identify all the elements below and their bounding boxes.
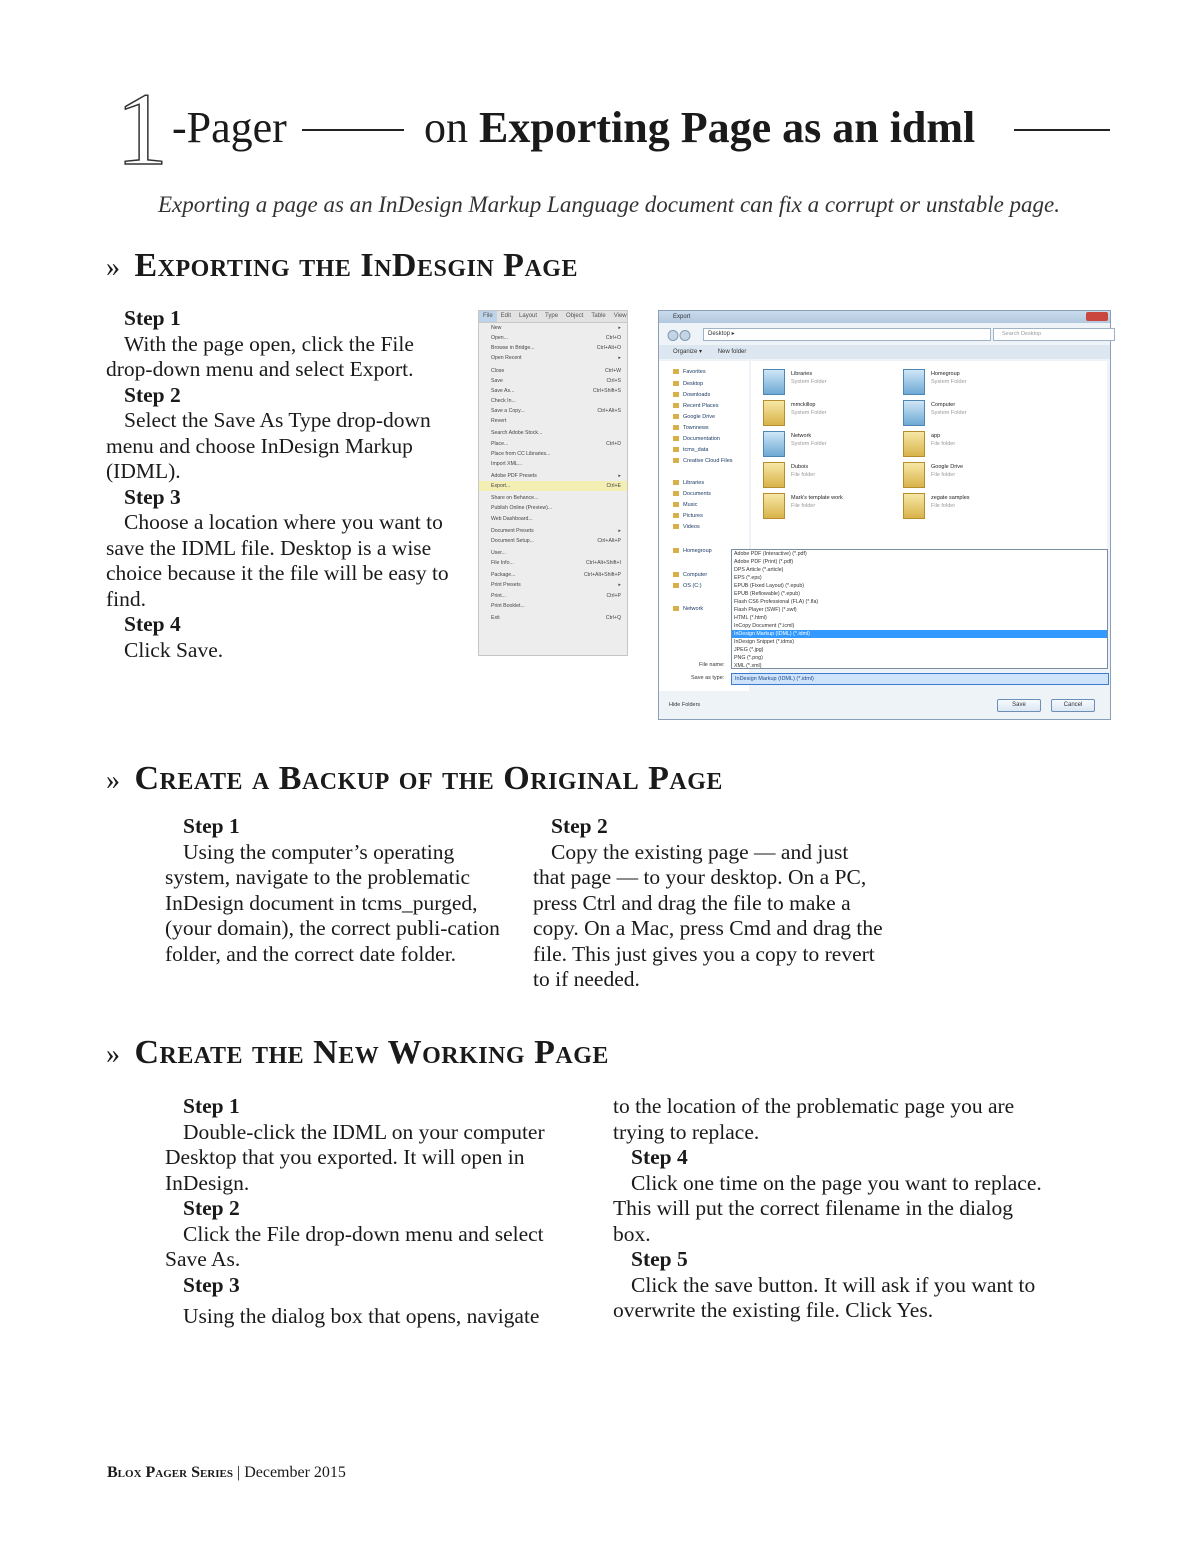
tile-name: Homegroup — [931, 371, 960, 377]
step-text: Double-click the IDML on your computer Desktop that you exported. It will open in InDesign. — [165, 1119, 545, 1195]
tile-name: Libraries — [791, 371, 813, 377]
step-text: Using the computer’s operating system, navigate to the problematic InDesign document in tcms_purged, (your domain), the correct publi-cation folder, and the correct date folder. — [165, 839, 500, 966]
nav-item[interactable]: Libraries — [673, 480, 704, 486]
file-menu-screenshot — [478, 310, 628, 656]
menu-item-label: Print... — [491, 592, 506, 599]
footer-series: Blox Pager Series — [107, 1464, 233, 1481]
title-rule-right — [1014, 129, 1110, 131]
menu-items — [479, 323, 627, 623]
save-type-option[interactable]: InDesign Snippet (*.idms) — [734, 639, 795, 645]
menu-item-label: Revert — [491, 418, 507, 425]
title-number: 1 — [116, 72, 168, 187]
tile-name: Mark's template work — [791, 495, 843, 501]
footer — [107, 1464, 346, 1482]
folder-icon — [763, 462, 785, 488]
backup-step-2 — [533, 814, 885, 993]
menu-item-shortcut: Ctrl+O — [605, 335, 621, 342]
export-dialog-screenshot — [658, 310, 1111, 720]
save-type-option[interactable]: XML (*.xml) — [734, 663, 762, 669]
menu-item-shortcut: ▸ — [618, 472, 621, 479]
save-type-option[interactable]: JPEG (*.jpg) — [734, 647, 764, 653]
tile-name: app — [931, 433, 941, 439]
menu-item-shortcut: Ctrl+Q — [605, 614, 621, 621]
title-on: on — [424, 103, 468, 152]
menu-item-label: New — [491, 325, 502, 331]
menu-item-shortcut: Ctrl+Shift+S — [593, 387, 621, 394]
menu-item-shortcut: ▸ — [618, 355, 621, 362]
save-type-option[interactable]: EPS (*.eps) — [734, 575, 762, 581]
menu-item-shortcut: Ctrl+Alt+P — [597, 537, 621, 544]
nav-item[interactable]: Recent Places — [673, 403, 718, 409]
chevron-icon: » — [106, 1039, 121, 1070]
tile-name: Computer — [931, 402, 956, 408]
menu-item-label: Web Dashboard... — [491, 515, 533, 522]
step-text: Choose a location where you want to save the IDML file. Desktop is a wise choice because it the file will be easy to find. — [106, 510, 449, 611]
step-label: Step 3 — [124, 484, 181, 509]
step-text: Click one time on the page you want to replace. This will put the correct filename in the dialog box. — [613, 1170, 1042, 1246]
menu-item-label: File Info... — [491, 560, 514, 567]
step-text: Select the Save As Type drop-down menu and choose InDesign Markup (IDML). — [106, 408, 431, 483]
step-text: Click the File drop-down menu and select Save As. — [165, 1221, 544, 1271]
menu-item[interactable] — [479, 323, 627, 333]
menu-item-label: Browse in Bridge... — [491, 345, 535, 352]
menu-item-shortcut: Ctrl+E — [606, 483, 621, 490]
section-heading-backup — [106, 760, 723, 798]
nav-item[interactable]: Favorites — [673, 369, 706, 375]
menu-item-shortcut: Ctrl+Alt+O — [596, 345, 621, 352]
menu-item[interactable] — [479, 449, 627, 459]
menu-bar-item[interactable]: Layout — [519, 313, 538, 319]
section-heading-new-page — [106, 1034, 609, 1072]
menu-item-label: Import XML... — [491, 460, 523, 467]
step-label: Step 3 — [183, 1272, 240, 1297]
menu-item[interactable] — [479, 376, 627, 386]
tile-type: System Folder — [791, 410, 827, 416]
backup-step-1 — [165, 814, 515, 967]
step-label: Step 5 — [631, 1247, 688, 1271]
close-icon[interactable] — [1086, 312, 1108, 321]
menu-item[interactable] — [479, 353, 627, 363]
nav-item[interactable]: Downloads — [673, 392, 710, 398]
save-as-type-select[interactable]: InDesign Markup (IDML) (*.idml) — [731, 673, 1109, 685]
menu-item-label: User... — [491, 549, 506, 556]
save-type-option[interactable]: Adobe PDF (Interactive) (*.pdf) — [734, 551, 807, 557]
menu-item-label: Document Setup... — [491, 537, 534, 544]
tile-name: zegate samples — [931, 495, 970, 501]
menu-bar-item[interactable]: Table — [591, 313, 606, 319]
hide-folders-toggle[interactable]: Hide Folders — [669, 702, 701, 708]
menu-item-label: Save a Copy... — [491, 408, 525, 415]
menu-item-label: Close — [491, 367, 505, 374]
address-bar[interactable]: Desktop ▸ — [703, 328, 991, 341]
section-title: Create a Backup of the Original Page — [134, 760, 723, 797]
menu-item-label: Export... — [491, 483, 511, 490]
save-type-option[interactable]: EPUB (Fixed Layout) (*.epub) — [734, 583, 805, 589]
new-page-steps-right — [613, 1094, 1043, 1324]
menu-item[interactable] — [479, 366, 627, 376]
menu-item-label: Open Recent — [491, 355, 522, 362]
export-steps — [106, 306, 456, 663]
tile-type: File folder — [931, 472, 956, 478]
menu-item-shortcut: Ctrl+W — [605, 367, 621, 374]
tile-type: File folder — [791, 503, 816, 509]
nav-item[interactable]: Desktop — [673, 381, 703, 387]
menu-item[interactable] — [479, 601, 627, 611]
tile-name: Dubois — [791, 464, 809, 470]
title-rule-left — [302, 129, 404, 131]
save-type-list[interactable] — [731, 549, 1108, 669]
step-text: Click the save button. It will ask if you want to overwrite the existing file. Click Yes. — [613, 1272, 1036, 1322]
organize-button[interactable]: Organize ▾ — [673, 349, 703, 355]
menu-item[interactable] — [479, 471, 627, 481]
folder-tile[interactable] — [763, 462, 913, 488]
tile-type: File folder — [931, 503, 956, 509]
nav-item[interactable]: Pictures — [673, 513, 703, 519]
folder-tile[interactable] — [903, 462, 1053, 488]
file-name-label: File name: — [699, 662, 725, 668]
menu-item[interactable] — [479, 570, 627, 580]
menu-item[interactable] — [479, 406, 627, 416]
tile-type: System Folder — [931, 410, 967, 416]
save-as-type-label: Save as type: — [691, 675, 725, 681]
menu-bar-item[interactable]: File — [479, 311, 497, 322]
tile-name: Google Drive — [931, 464, 964, 470]
title-pager: -Pager — [172, 103, 287, 152]
menu-item-label: Place... — [491, 440, 509, 447]
new-folder-button[interactable]: New folder — [717, 349, 747, 355]
menu-item-label: Print Booklet... — [491, 602, 525, 609]
nav-item[interactable]: Google Drive — [673, 414, 715, 420]
folder-icon — [903, 462, 925, 488]
menu-item[interactable] — [479, 481, 627, 491]
menu-item[interactable] — [479, 386, 627, 396]
menu-item-label: Share on Behance... — [491, 495, 539, 502]
nav-item[interactable]: Homegroup — [673, 548, 712, 554]
step-label: Step 2 — [183, 1196, 240, 1220]
nav-item[interactable]: Network — [673, 606, 703, 612]
chevron-icon: » — [106, 765, 121, 796]
menu-item[interactable] — [479, 526, 627, 536]
nav-item[interactable]: Videos — [673, 524, 700, 530]
new-page-steps-left — [165, 1094, 585, 1298]
nav-item[interactable]: Documentation — [673, 436, 720, 442]
menu-bar-item[interactable]: Edit — [500, 313, 512, 319]
nav-item[interactable]: Townnews — [673, 425, 709, 431]
folder-tile[interactable] — [903, 431, 1053, 457]
menu-item-label: Check In... — [491, 397, 516, 404]
menu-item[interactable] — [479, 439, 627, 449]
step-text: Copy the existing page — and just that page — to your desktop. On a PC, press Ctrl and drag the file to make a copy. On a Mac, press Cmd and drag the file. This just gives you a copy to revert to if needed. — [533, 839, 883, 991]
menu-item-label: Package... — [491, 572, 516, 579]
step-label: Step 4 — [631, 1145, 688, 1169]
nav-item[interactable]: Creative Cloud Files — [673, 458, 733, 464]
menu-item-shortcut: ▸ — [618, 325, 621, 331]
library-icon — [763, 369, 785, 395]
step-label: Step 4 — [124, 612, 181, 636]
menu-item[interactable] — [479, 548, 627, 558]
search-input[interactable]: Search Desktop — [993, 328, 1115, 341]
footer-date: | December 2015 — [232, 1464, 346, 1481]
new-page-step3-text — [165, 1304, 585, 1330]
save-type-option[interactable]: InCopy Document (*.icml) — [734, 623, 795, 629]
nav-item[interactable]: Documents — [673, 491, 711, 497]
folder-icon — [763, 493, 785, 519]
menu-item-shortcut: ▸ — [618, 527, 621, 534]
menu-item[interactable] — [479, 591, 627, 601]
menu-item[interactable] — [479, 558, 627, 568]
menu-item-label: Save — [491, 377, 503, 384]
menu-item-shortcut: Ctrl+Alt+S — [597, 408, 621, 415]
menu-item-label: Print Presets — [491, 582, 521, 589]
step-label: Step 2 — [551, 814, 608, 838]
menu-item-label: Search Adobe Stock... — [491, 430, 543, 437]
step-text: to the location of the problematic page you are trying to replace. — [613, 1094, 1015, 1144]
tile-name: Network — [791, 433, 812, 439]
step-label: Step 1 — [124, 306, 181, 330]
menu-item-label: Adobe PDF Presets — [491, 472, 537, 479]
tile-type: File folder — [931, 441, 956, 447]
save-type-option[interactable]: HTML (*.html) — [734, 615, 767, 621]
menu-item-shortcut: Ctrl+D — [606, 440, 621, 447]
library-icon — [903, 400, 925, 426]
nav-item[interactable]: Computer — [673, 572, 707, 578]
menu-item[interactable] — [479, 343, 627, 353]
save-type-option[interactable]: DPS Article (*.article) — [734, 567, 784, 573]
save-button[interactable]: Save — [997, 699, 1041, 712]
dialog-title: Export — [673, 314, 691, 320]
menu-bar-item[interactable]: Object — [566, 313, 584, 319]
tile-type: System Folder — [791, 379, 827, 385]
save-type-option[interactable]: Flash CS6 Professional (FLA) (*.fla) — [734, 599, 819, 605]
section-title: Exporting the InDesgin Page — [134, 247, 578, 284]
file-pane — [751, 361, 1107, 549]
back-forward-icon[interactable] — [667, 328, 695, 339]
title — [172, 98, 1122, 158]
step-text: Click Save. — [124, 637, 224, 662]
menu-bar-item[interactable]: Type — [545, 313, 559, 319]
menu-item-shortcut: Ctrl+S — [606, 377, 621, 384]
folder-icon — [903, 431, 925, 457]
folder-tile[interactable] — [903, 493, 1053, 519]
menu-item[interactable] — [479, 503, 627, 513]
step-label: Step 2 — [124, 382, 181, 407]
nav-item[interactable]: Music — [673, 502, 697, 508]
menu-item[interactable] — [479, 493, 627, 503]
title-topic: Exporting Page as an idml — [479, 103, 976, 152]
menu-item[interactable] — [479, 396, 627, 406]
menu-item[interactable] — [479, 580, 627, 590]
folder-tile[interactable] — [763, 431, 913, 457]
step-label: Step 1 — [183, 1094, 240, 1118]
menu-item-label: Publish Online (Preview)... — [491, 505, 553, 512]
menu-item-label: Save As... — [491, 387, 515, 394]
step-text: Using the dialog box that opens, navigate — [183, 1304, 540, 1328]
save-type-option[interactable]: EPUB (Reflowable) (*.epub) — [734, 591, 800, 597]
chevron-icon: » — [106, 252, 121, 283]
menu-item-shortcut: Ctrl+P — [606, 592, 621, 599]
menu-item-shortcut: ▸ — [618, 582, 621, 589]
menu-item-label: Exit — [491, 614, 500, 621]
menu-item-shortcut: Ctrl+Alt+Shift+I — [585, 560, 621, 567]
menu-item[interactable] — [479, 514, 627, 524]
menu-bar-item[interactable]: View — [613, 313, 627, 319]
cancel-button[interactable]: Cancel — [1051, 699, 1095, 712]
tile-type: System Folder — [791, 441, 827, 447]
title-main — [424, 98, 975, 158]
nav-item[interactable]: OS (C:) — [673, 583, 702, 589]
folder-tile[interactable] — [903, 369, 1053, 395]
menu-item-label: Place from CC Libraries... — [491, 450, 551, 457]
menu-item[interactable] — [479, 416, 627, 426]
save-type-option[interactable]: InDesign Markup (IDML) (*.idml) — [732, 630, 1107, 638]
folder-icon — [763, 400, 785, 426]
menu-item[interactable] — [479, 459, 627, 469]
folder-tile[interactable] — [763, 493, 913, 519]
folder-icon — [903, 493, 925, 519]
nav-item[interactable]: tcms_data — [673, 447, 708, 453]
step-label: Step 1 — [183, 814, 240, 838]
folder-tile[interactable] — [763, 400, 913, 426]
menu-item[interactable] — [479, 428, 627, 438]
dialog-toolbar — [659, 345, 1110, 359]
menu-bar — [479, 311, 627, 323]
section-heading-export — [106, 247, 578, 285]
folder-tile[interactable] — [763, 369, 913, 395]
menu-item-label: Open... — [491, 335, 509, 342]
section-title: Create the New Working Page — [134, 1034, 609, 1071]
save-type-option[interactable]: Flash Player (SWF) (*.swf) — [734, 607, 797, 613]
save-type-option[interactable]: Adobe PDF (Print) (*.pdf) — [734, 559, 794, 565]
step-text: With the page open, click the File drop-down menu and select Export. — [106, 331, 414, 381]
tile-type: File folder — [791, 472, 816, 478]
dialog-titlebar — [659, 311, 1110, 323]
menu-item-label: Document Presets — [491, 527, 534, 534]
save-type-option[interactable]: PNG (*.png) — [734, 655, 763, 661]
subtitle: Exporting a page as an InDesign Markup Language document can fix a corrupt or unstable page. — [158, 192, 1060, 217]
menu-item-shortcut: Ctrl+Alt+Shift+P — [583, 572, 621, 579]
menu-item[interactable] — [479, 536, 627, 546]
tile-name: mmckillop — [791, 402, 816, 408]
menu-item[interactable] — [479, 333, 627, 343]
library-icon — [763, 431, 785, 457]
menu-item[interactable] — [479, 613, 627, 623]
tile-type: System Folder — [931, 379, 967, 385]
folder-tile[interactable] — [903, 400, 1053, 426]
library-icon — [903, 369, 925, 395]
